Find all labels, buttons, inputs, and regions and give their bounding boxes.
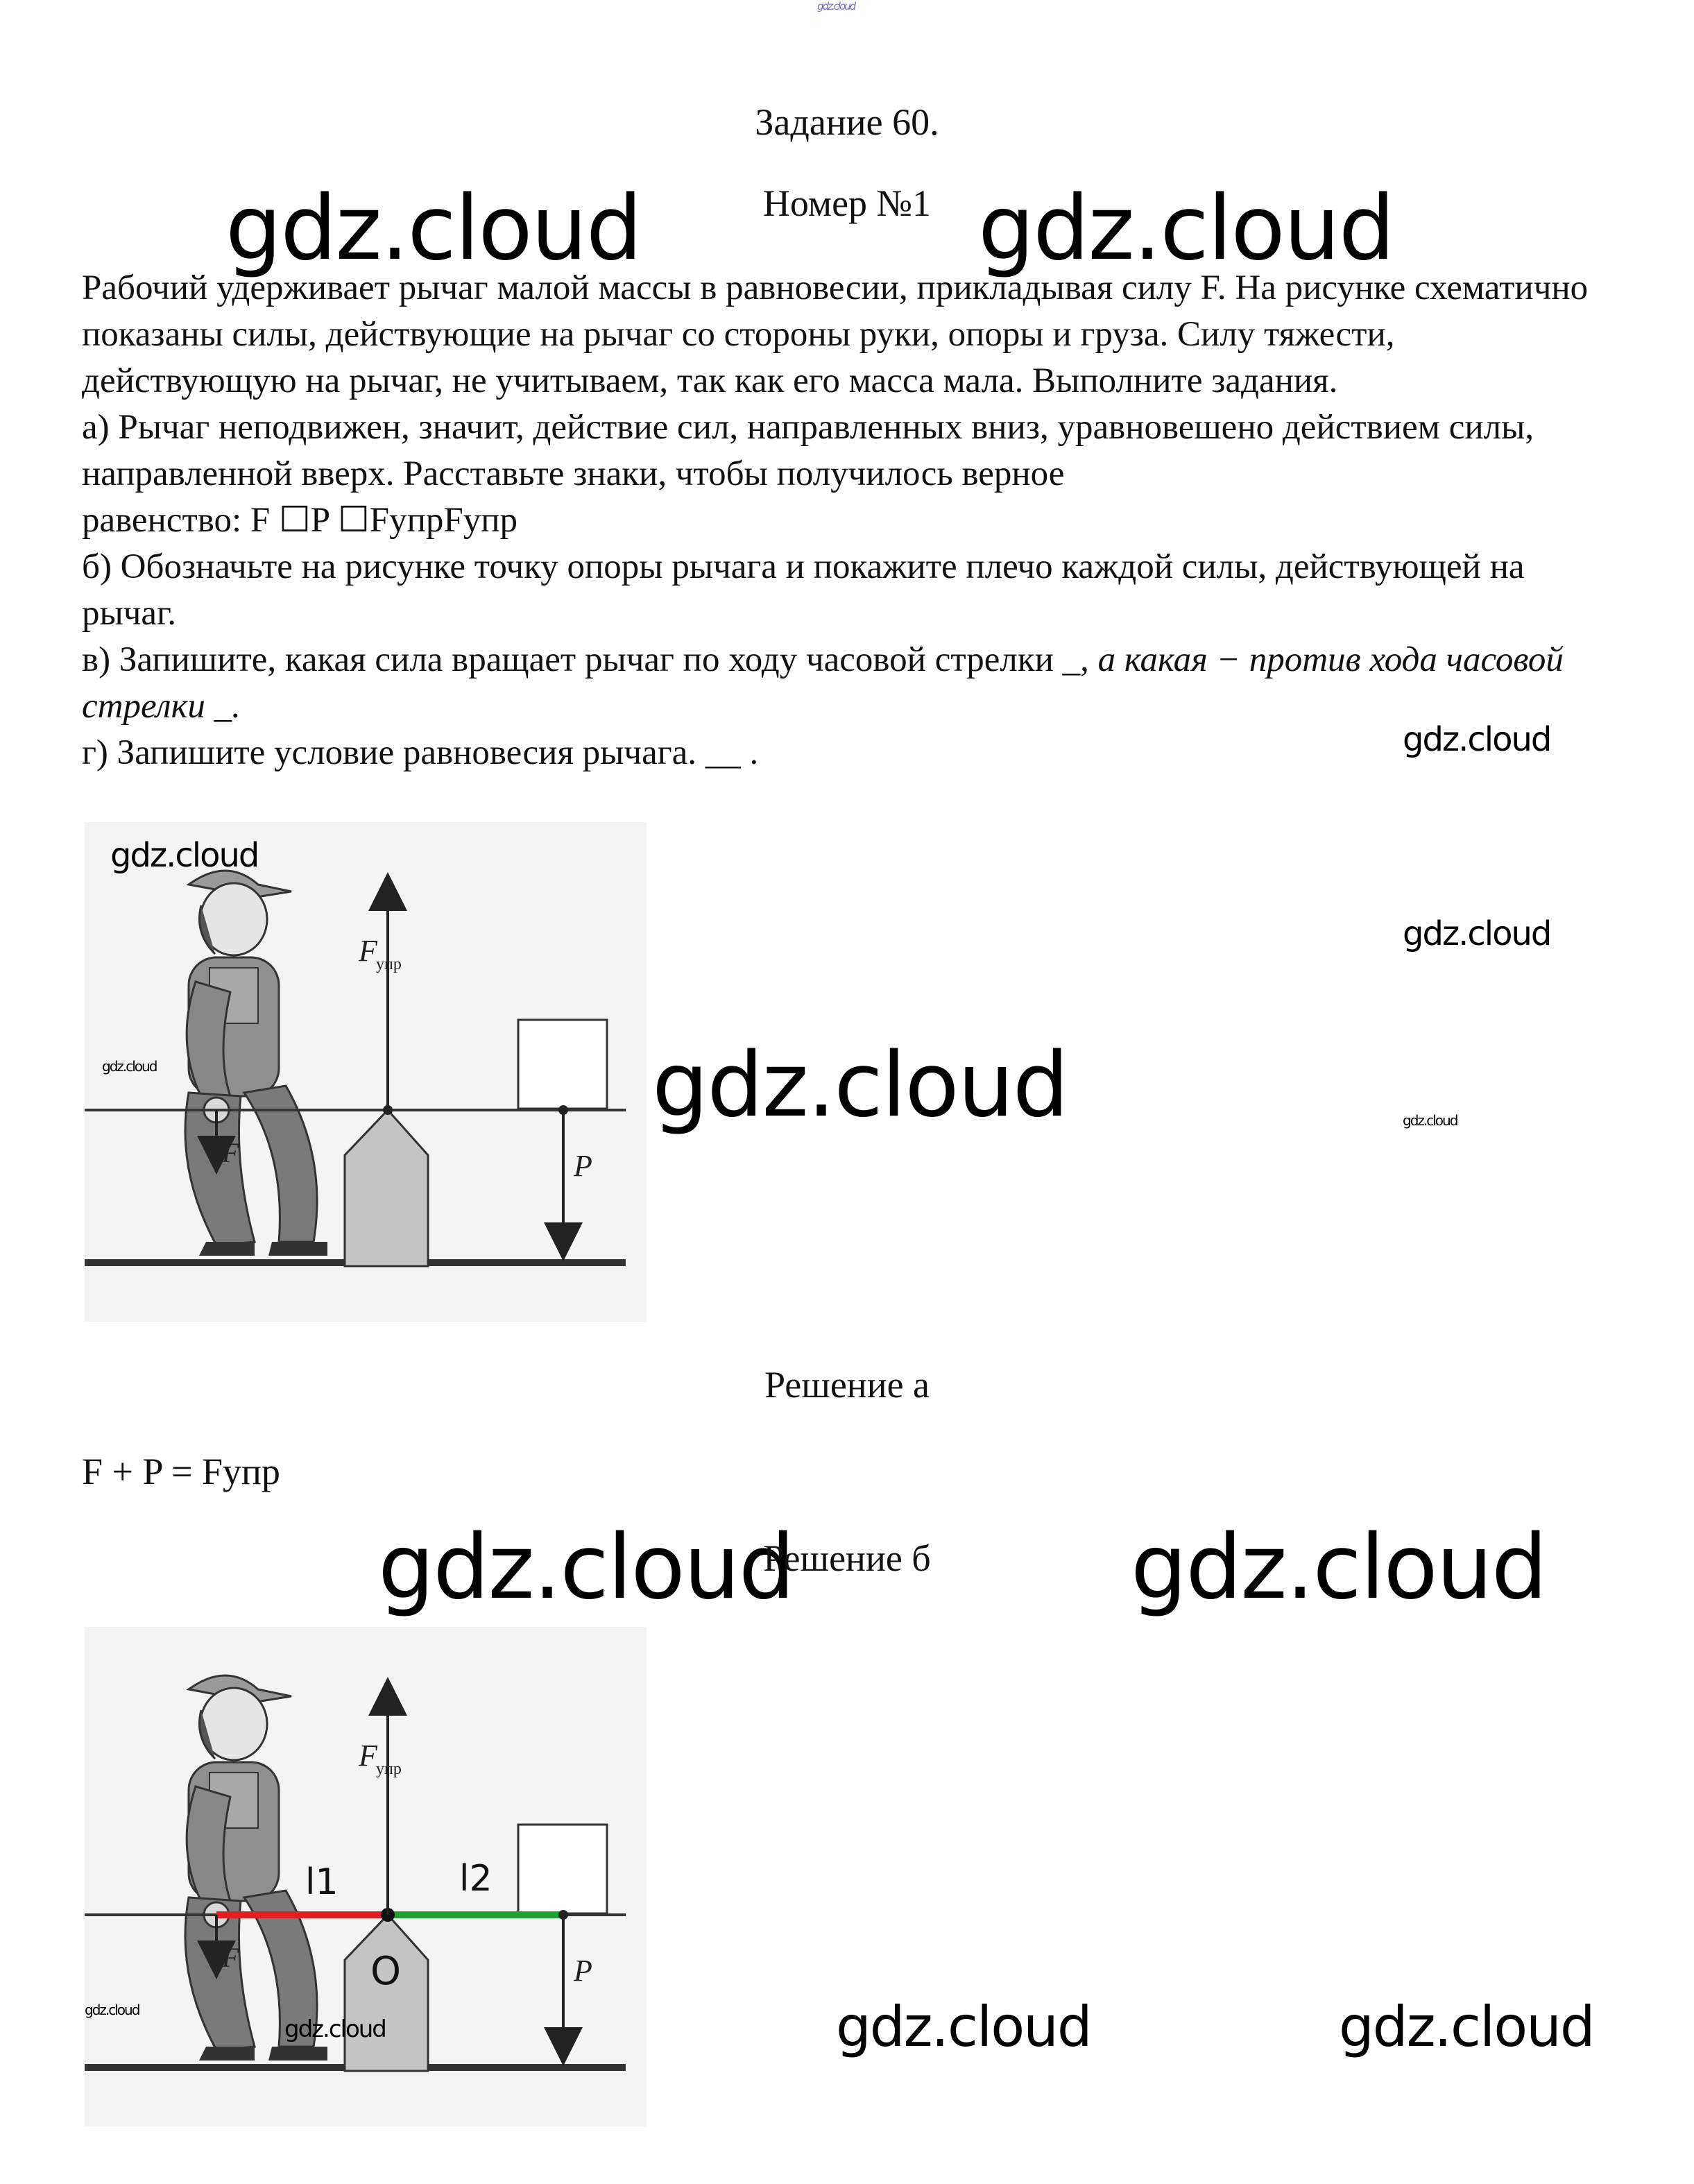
figure-solution-b (85, 1627, 647, 2126)
watermark-large: gdz.cloud (652, 1034, 1068, 1137)
watermark-small: gdz.cloud (85, 2002, 139, 2018)
figure-lever-svg (85, 822, 647, 1322)
watermark-medium: gdz.cloud (284, 2015, 386, 2043)
label-f-upr: F (359, 1739, 377, 1773)
problem-part-a-line1: а) Рычаг неподвижен, значит, действие сил, направленных вниз, уравновешено действием силы, направленной вверх. Расставьте знаки, чтобы получилось верное (82, 408, 1534, 493)
watermark-large: gdz.cloud (225, 177, 641, 280)
watermark-small: gdz.cloud (1403, 1112, 1457, 1129)
worker-illustration (185, 871, 327, 1256)
watermark-large: gdz.cloud (1131, 1516, 1546, 1619)
figure-lever (85, 822, 647, 1322)
figure-solution-b-svg (85, 1627, 647, 2126)
label-f: F (222, 1942, 239, 1973)
label-l1: l1 (305, 1861, 339, 1903)
load-box (518, 1825, 607, 1913)
load-box (518, 1020, 607, 1109)
watermark-small: gdz.cloud (102, 1058, 157, 1075)
problem-part-b: б) Обозначьте на рисунке точку опоры рычага и покажите плечо каждой силы, действующей на рычаг. (82, 547, 1525, 633)
watermark-top: gdz.cloud (817, 0, 855, 12)
solution-b-title: Решение б (763, 1537, 931, 1579)
watermark-large: gdz.cloud (978, 177, 1394, 280)
problem-part-a-line2: равенство: F ☐P ☐FупрFупр (82, 501, 518, 540)
label-o: O (370, 1949, 402, 1994)
watermark-large: gdz.cloud (1339, 1995, 1594, 2059)
watermark-large: gdz.cloud (378, 1516, 794, 1619)
problem-intro: Рабочий удерживает рычаг малой массы в равновесии, прикладывая силу F. На рисунке схематично показаны силы, действующие на рычаг со стороны руки, опоры и груза. Силу тяжести, действующую на рычаг, не учитываем, так как его масса мала. Выполните задания. (82, 268, 1589, 400)
number-title: Номер №1 (762, 182, 932, 224)
problem-part-g: г) Запишите условие равновесия рычага. __ . (82, 733, 759, 772)
task-title: Задание 60. (755, 101, 939, 143)
support (345, 1110, 428, 1266)
solution-a-title: Решение а (764, 1364, 930, 1406)
label-f: F (222, 1137, 239, 1168)
watermark-medium: gdz.cloud (110, 836, 259, 875)
label-p: P (574, 1954, 592, 1988)
watermark-medium: gdz.cloud (1403, 720, 1551, 759)
problem-part-v (82, 637, 1594, 730)
label-f-upr: F (359, 934, 377, 968)
problem-part-v-italic: а какая − против хода часовой стрелки _. (82, 640, 1564, 726)
problem-part-v-normal: в) Запишите, какая сила вращает рычаг по ходу часовой стрелки _, (82, 640, 1089, 679)
label-p: P (574, 1149, 592, 1183)
label-l2: l2 (459, 1858, 493, 1900)
problem-text (82, 265, 1594, 776)
watermark-large: gdz.cloud (836, 1995, 1091, 2059)
watermark-medium: gdz.cloud (1403, 914, 1551, 953)
label-f-upr-sub: упр (376, 955, 402, 973)
label-f-upr-sub: упр (376, 1760, 402, 1778)
solution-a-answer: F + P = Fупр (82, 1451, 280, 1492)
